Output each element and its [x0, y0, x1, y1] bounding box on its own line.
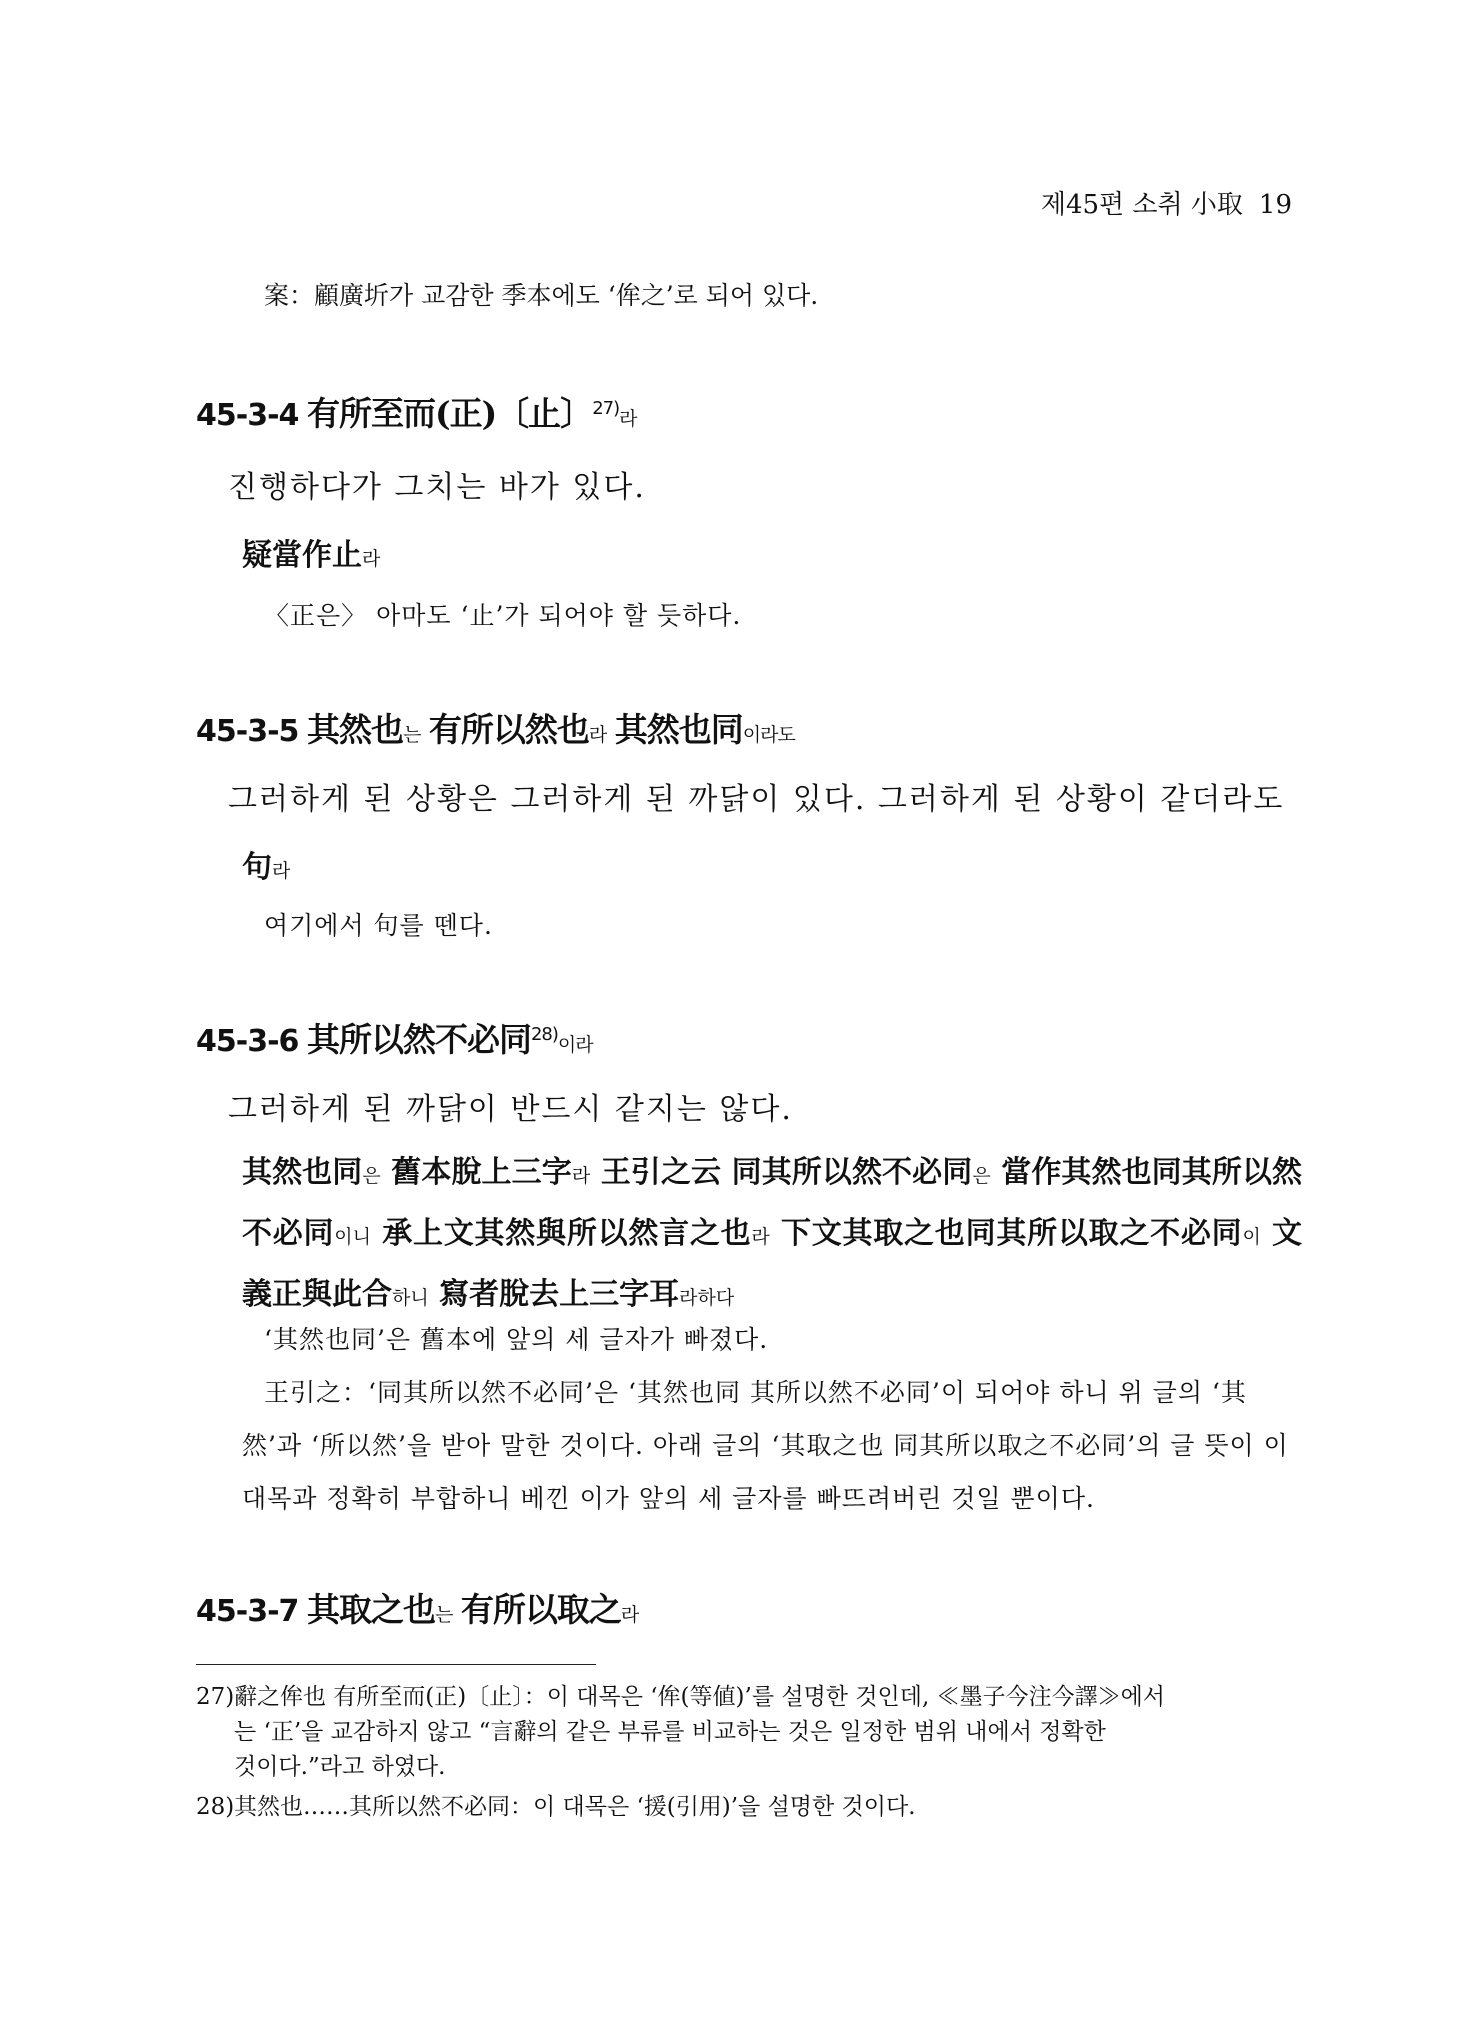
original-text: 當作其然也同其所以然不必同 — [242, 1155, 1303, 1251]
running-title: 제45편 소취 小取 — [1040, 190, 1243, 220]
heading-suffix: 는 — [402, 724, 421, 746]
original-suffix: 은 — [972, 1165, 991, 1187]
heading-suffix: 라 — [619, 408, 637, 430]
commentary-block: 王引之：‘同其所以然不必同’은 ‘其然也同 其所以然不必同’이 되어야 하니 위 글의 ‘其然’과 ‘所以然’을 받아 말한 것이다. 아래 글의 ‘其取之也 同其所以取之不必同’의 글 뜻이 이 대목과 정확히 부합하니 베낀 이가 앞의 세 글자를 빠뜨려버린 것일 뿐이다. — [242, 1378, 1289, 1513]
footnote-label: 28) — [196, 1794, 235, 1820]
original-text: 疑當作止 — [242, 538, 362, 573]
footnote-27 — [196, 1680, 1296, 1785]
footnote-text: 는 ‘正’을 교감하지 않고 “言辭의 같은 부류를 비교하는 것은 일정한 범위 내에서 정확한 — [234, 1719, 1106, 1745]
footnote-ref: 28) — [530, 1024, 558, 1045]
heading-suffix: 라 — [620, 1604, 639, 1626]
original-text: 王引之云 同其所以然不必同 — [600, 1155, 973, 1190]
original-note — [242, 530, 380, 574]
heading-suffix: 이라도 — [742, 724, 795, 746]
footnote-28 — [196, 1790, 1296, 1825]
original-text: 下文其取之也同其所以取之不必同 — [780, 1216, 1243, 1251]
original-text: 其然也同 — [242, 1155, 363, 1190]
section-number: 45-3-4 — [196, 398, 299, 433]
original-suffix: 라 — [571, 1165, 591, 1187]
heading-suffix: 라 — [588, 724, 607, 746]
footnote-text: 辭之侔也 有所至而(正)〔止〕：이 대목은 ‘侔(等値)’를 설명한 것인데, ≪墨子今注今譯≫에서 — [234, 1684, 1166, 1710]
section-heading-45-3-5 — [196, 704, 795, 751]
original-note — [242, 842, 290, 886]
translation: 그러하게 된 상황은 그러하게 된 까닭이 있다. 그러하게 된 상황이 같더라도 — [228, 782, 1285, 817]
page-header — [1041, 184, 1292, 221]
section-heading-45-3-7 — [196, 1584, 638, 1631]
heading-suffix: 이라 — [557, 1034, 593, 1056]
section-number: 45-3-7 — [196, 1594, 299, 1629]
commentary: 여기에서 句를 뗀다. — [264, 911, 493, 940]
original-suffix: 라 — [362, 548, 381, 570]
heading-suffix: 는 — [434, 1604, 453, 1626]
original-suffix: 라 — [272, 860, 291, 882]
heading-text: 其然也同 — [614, 710, 743, 749]
commentary: 〈正은〉 아마도 ‘止’가 되어야 할 듯하다. — [264, 601, 742, 630]
original-text: 寫者脫去上三字耳 — [439, 1277, 680, 1312]
footnote-text: 것이다.”라고 하였다. — [234, 1754, 446, 1780]
section-heading-45-3-4 — [196, 388, 636, 435]
original-suffix: 은 — [362, 1165, 381, 1187]
heading-text: 有所至而(正)〔止〕 — [306, 394, 593, 433]
original-text: 承上文其然與所以然言之也 — [382, 1216, 752, 1251]
heading-text: 有所以取之 — [460, 1590, 621, 1629]
original-suffix: 라 — [751, 1226, 770, 1248]
footnote-divider — [196, 1664, 596, 1665]
page-number: 19 — [1258, 190, 1292, 220]
original-suffix: 하니 — [392, 1287, 429, 1309]
original-text: 舊本脫上三字 — [391, 1155, 572, 1190]
heading-text: 其然也 — [306, 710, 403, 749]
original-note-block — [242, 1144, 1302, 1327]
heading-text: 其取之也 — [306, 1590, 435, 1629]
heading-text: 有所以然也 — [428, 710, 589, 749]
original-suffix: 이니 — [334, 1226, 372, 1248]
original-suffix: 라하다 — [679, 1287, 735, 1309]
section-number: 45-3-5 — [196, 714, 299, 749]
footnote-text: 其然也……其所以然不必同：이 대목은 ‘援(引用)’을 설명한 것이다. — [234, 1794, 916, 1820]
original-text: 文義正與此合 — [242, 1216, 1303, 1312]
translation: 진행하다가 그치는 바가 있다. — [228, 470, 646, 505]
footnote-ref: 27) — [592, 398, 620, 419]
section-heading-45-3-6 — [196, 1014, 593, 1061]
footnote-label: 27) — [196, 1684, 235, 1710]
commentary: ‘其然也同’은 舊本에 앞의 세 글자가 빠졌다. — [264, 1325, 769, 1354]
original-text: 句 — [242, 850, 272, 885]
heading-text: 其所以然不必同 — [306, 1020, 531, 1059]
original-suffix: 이 — [1242, 1226, 1261, 1248]
translation: 그러하게 된 까닭이 반드시 같지는 않다. — [228, 1092, 793, 1127]
commentary-top: 案：顧廣圻가 교감한 季本에도 ‘侔之’로 되어 있다. — [264, 281, 819, 310]
section-number: 45-3-6 — [196, 1024, 299, 1059]
